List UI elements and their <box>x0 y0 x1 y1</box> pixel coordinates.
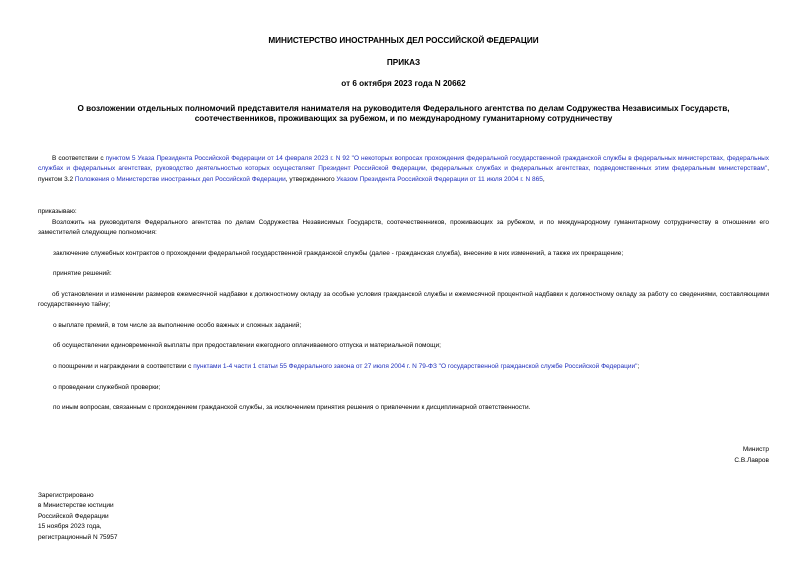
mfa-regulation-link[interactable]: Положения о Министерстве иностранных дел Российской Федерации <box>74 175 286 183</box>
doc-type-heading: ПРИКАЗ <box>386 58 421 67</box>
item-awards-text-1: о поощрении и награждении в соответствии с <box>53 363 194 370</box>
registration-line-3: Российской Федерации <box>38 512 109 520</box>
item-allowances: об установлении и изменении размеров ежемесячной надбавки к должностному окладу за особые условия гражданской службы и ежемесячной процентной надбавки к должностному окладу за работу со сведениями, составляющими государственную тайну; <box>38 291 769 309</box>
item-bonuses: о выплате премий, в том числе за выполнение особо важных и сложных заданий; <box>53 322 302 329</box>
preamble-text-4: , <box>542 175 545 183</box>
item-awards-text-2: ; <box>637 363 640 370</box>
item-other: по иным вопросам, связанным с прохождением гражданской службы, за исключением принятия решения о привлечении к дисциплинарной ответственности. <box>53 404 531 411</box>
order-title-line-2: соотечественников, проживающих за рубежом, и по международному гуманитарному сотрудничеству <box>194 114 613 123</box>
preamble-paragraph <box>38 154 769 185</box>
registration-line-1: Зарегистрировано <box>38 492 94 499</box>
item-decisions: принятие решений: <box>53 270 112 277</box>
order-title <box>20 104 787 124</box>
registration-block <box>38 491 118 543</box>
decree-865-link[interactable]: Указом Президента Российской Федерации от 11 июля 2004 г. N 865 <box>336 175 543 183</box>
decree-92-link[interactable]: пунктом 5 Указа Президента Российской Федерации от 14 февраля 2023 г. N 92 "О некоторых вопросах прохождения федеральной государственной гражданской службы в федеральных министерствах, федеральных службах и федеральных агентствах, руководство деятельностью которых осуществляет Президент Российской Федерации, федеральных службах и федеральных агентствах, подведомственных этим федеральным министерствам" <box>38 155 770 173</box>
registration-line-2: в Министерстве юстиции <box>38 502 114 510</box>
preamble-text-1: В соответствии с <box>52 155 106 162</box>
federal-law-79-link[interactable]: пунктами 1-4 части 1 статьи 55 Федерального закона от 27 июля 2004 г. N 79-ФЗ "О государственной гражданской службе Российской Федерации" <box>193 363 638 370</box>
preamble-text-3: , утвержденного <box>285 175 337 183</box>
ministry-heading: МИНИСТЕРСТВО ИНОСТРАННЫХ ДЕЛ РОССИЙСКОЙ ФЕДЕРАЦИИ <box>268 36 539 45</box>
item-lump-sum: об осуществлении единовременной выплаты при предоставлении ежегодного оплачиваемого отпуска и материальной помощи; <box>53 342 441 349</box>
main-clause: Возложить на руководителя Федерального агентства по делам Содружества Независимых Государств, соотечественников, проживающих за рубежом, и по международному гуманитарному сотрудничеству в отношении его заместителей следующие полномочия: <box>38 219 769 237</box>
item-awards <box>53 362 769 372</box>
signature-position: Министр <box>742 446 769 453</box>
order-word: приказываю: <box>38 208 77 215</box>
date-number-heading: от 6 октября 2023 года N 20662 <box>341 79 466 88</box>
registration-line-5: регистрационный N 75957 <box>38 533 118 541</box>
signature-block <box>734 445 769 466</box>
item-inspection: о проведении служебной проверки; <box>53 384 161 391</box>
order-title-line-1: О возложении отдельных полномочий представителя нанимателя на руководителя Федерального агентства по делам Содружества Независимых Государств, <box>77 104 730 113</box>
signature-name: С.В.Лавров <box>734 456 769 464</box>
item-contracts: заключение служебных контрактов о прохождении федеральной государственной гражданской службы (далее - гражданская служба), внесение в них изменений, а также их прекращение; <box>53 250 624 257</box>
preamble-text-2: , пунктом 3.2 <box>38 165 769 183</box>
registration-line-4: 15 ноября 2023 года, <box>38 523 102 531</box>
